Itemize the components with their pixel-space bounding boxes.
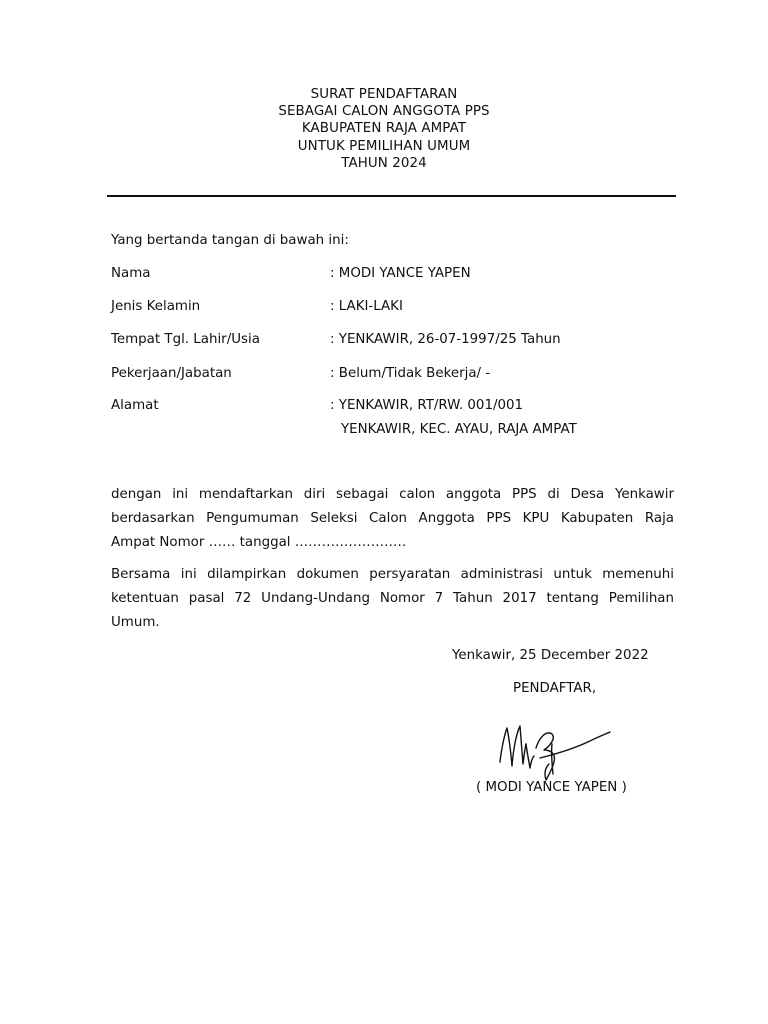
intro-text: Yang bertanda tangan di bawah ini: (111, 233, 349, 248)
title-line: KABUPATEN RAJA AMPAT (301, 121, 467, 137)
field-label-tempat-tgl-lahir: Tempat Tgl. Lahir/Usia (111, 332, 260, 347)
paragraph-line: Umum. (111, 615, 160, 630)
document-title (0, 86, 768, 172)
paragraph-line: Bersama ini dilampirkan dokumen persyaratan administrasi untuk memenuhi (111, 567, 674, 582)
field-value-pekerjaan: : Belum/Tidak Bekerja/ - (330, 366, 491, 381)
field-value-jenis-kelamin: : LAKI-LAKI (330, 299, 403, 314)
field-label-alamat: Alamat (111, 398, 159, 413)
paragraph-line: berdasarkan Pengumuman Seleksi Calon Anggota PPS KPU Kabupaten Raja (111, 511, 674, 526)
header-divider (107, 195, 676, 197)
paragraph-line: dengan ini mendaftarkan diri sebagai calon anggota PPS di Desa Yenkawir (111, 487, 674, 502)
attachment-paragraph (111, 563, 674, 635)
place-date: Yenkawir, 25 December 2022 (452, 648, 649, 663)
field-value-alamat: : YENKAWIR, RT/RW. 001/001 (330, 398, 524, 413)
field-label-nama: Nama (111, 266, 151, 281)
title-line: SURAT PENDAFTARAN (310, 87, 458, 102)
handwritten-signature-icon (496, 718, 616, 782)
field-label-jenis-kelamin: Jenis Kelamin (111, 299, 201, 314)
field-value-tempat-tgl-lahir: : YENKAWIR, 26-07-1997/25 Tahun (330, 332, 561, 347)
signer-name: ( MODI YANCE YAPEN ) (476, 780, 627, 795)
title-line: TAHUN 2024 (341, 155, 427, 171)
signer-role: PENDAFTAR, (513, 681, 597, 696)
field-value-alamat-continued: YENKAWIR, KEC. AYAU, RAJA AMPAT (341, 422, 577, 437)
paragraph-line: ketentuan pasal 72 Undang-Undang Nomor 7 Tahun 2017 tentang Pemilihan (111, 591, 674, 606)
registration-paragraph (111, 483, 674, 555)
title-line: UNTUK PEMILIHAN UMUM (297, 138, 471, 154)
field-value-nama: : MODI YANCE YAPEN (330, 266, 471, 281)
title-line: SEBAGAI CALON ANGGOTA PPS (278, 104, 490, 120)
paragraph-line: Ampat Nomor …… tanggal ……………………. (111, 535, 407, 550)
field-label-pekerjaan: Pekerjaan/Jabatan (111, 366, 232, 381)
